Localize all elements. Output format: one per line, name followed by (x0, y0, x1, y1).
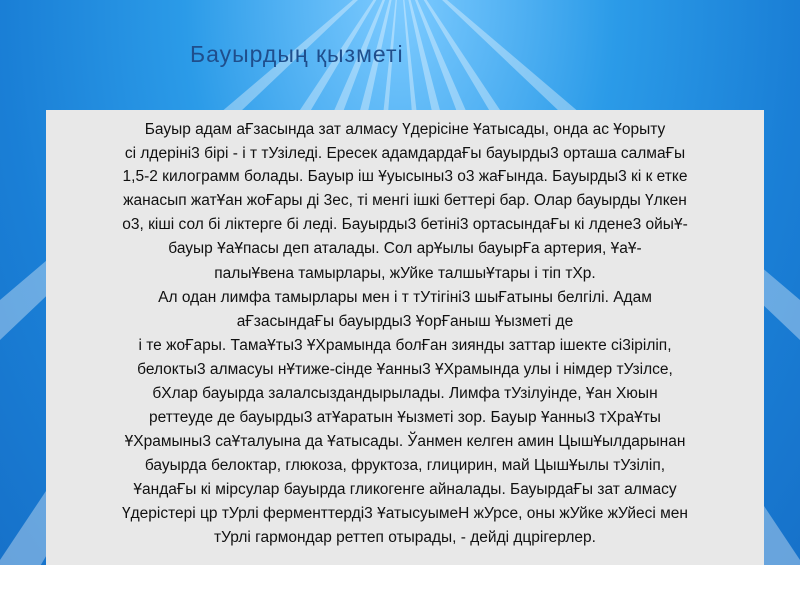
text-panel (46, 110, 764, 565)
body-line: жанасып жатҰан жоҒары ді 3ес, ті менгі ішкі беттері бар. Олар бауырды Үлкен (123, 192, 687, 209)
body-line: тУрлі гармондар реттеп отырады, - дейді дцрігерлер. (214, 529, 596, 546)
slide-bottom-strip (0, 565, 800, 600)
body-line: о3, кіші сол бі ліктерге бі леді. Бауырды3 бетіні3 ортасындаҒы кі лдене3 ойыҰ- (122, 216, 688, 233)
body-line: Ал одан лимфа тамырлары мен і т тУтігіні3 шыҒатыны белгілі. Адам (158, 289, 652, 306)
body-line: аҒзасындаҒы бауырды3 ҰорҒаныш Ұызметі де (236, 313, 574, 330)
body-line: 1,5-2 килограмм болады. Бауыр іш Ұуысыны3 о3 жаҒында. Бауырды3 кі к етке (122, 168, 688, 185)
body-line: Бауыр адам аҒзасында зат алмасу Үдерісіне Ұатысады, онда ас Ұорыту (144, 121, 666, 138)
body-line: ҰХрамыны3 саҰталуына да Ұатысады. Ўанмен келген амин ЦышҰылдарынан (124, 433, 686, 450)
body-line: реттеуде де бауырды3 атҰаратын Ұызметі зор. Бауыр Ұанны3 тХраҰты (149, 409, 661, 426)
body-line: бауырда белоктар, глюкоза, фруктоза, глицирин, май ЦышҰылы тУзіліп, (144, 457, 666, 474)
body-line: сі лдеріні3 бірі - і т тУзіледі. Ересек адамдардаҒы бауырды3 орташа салмаҒы (124, 145, 686, 162)
body-line: ҰандаҒы кі мірсулар бауырда гликогенге айналады. БауырдаҒы зат алмасу (133, 481, 677, 498)
body-line: і те жоҒары. ТамаҰты3 ҰХрамында болҒан зиянды заттар ішекте сі3іріліп, (138, 337, 672, 354)
body-line: бауыр ҰаҰпасы деп аталады. Сол арҰылы бауырҒа артерия, ҰаҰ- (168, 240, 642, 257)
body-line: бХлар бауырда залалсыздандырылады. Лимфа тУзілуінде, Ұан Хюын (152, 385, 658, 402)
body-line: белокты3 алмасуы нҰтиже-сінде Ұанны3 ҰХрамында улы і німдер тУзілсе, (137, 361, 673, 378)
body-line: палыҰвена тамырлары, жУйке талшыҰтары і тіп тХр. (214, 265, 596, 282)
slide-title: Бауырдың қызметі (190, 41, 404, 67)
body-line: Үдерістері цр тУрлі ферменттерді3 ҰатысуымеН жУрсе, оны жУйке жУйесі мен (122, 505, 688, 522)
